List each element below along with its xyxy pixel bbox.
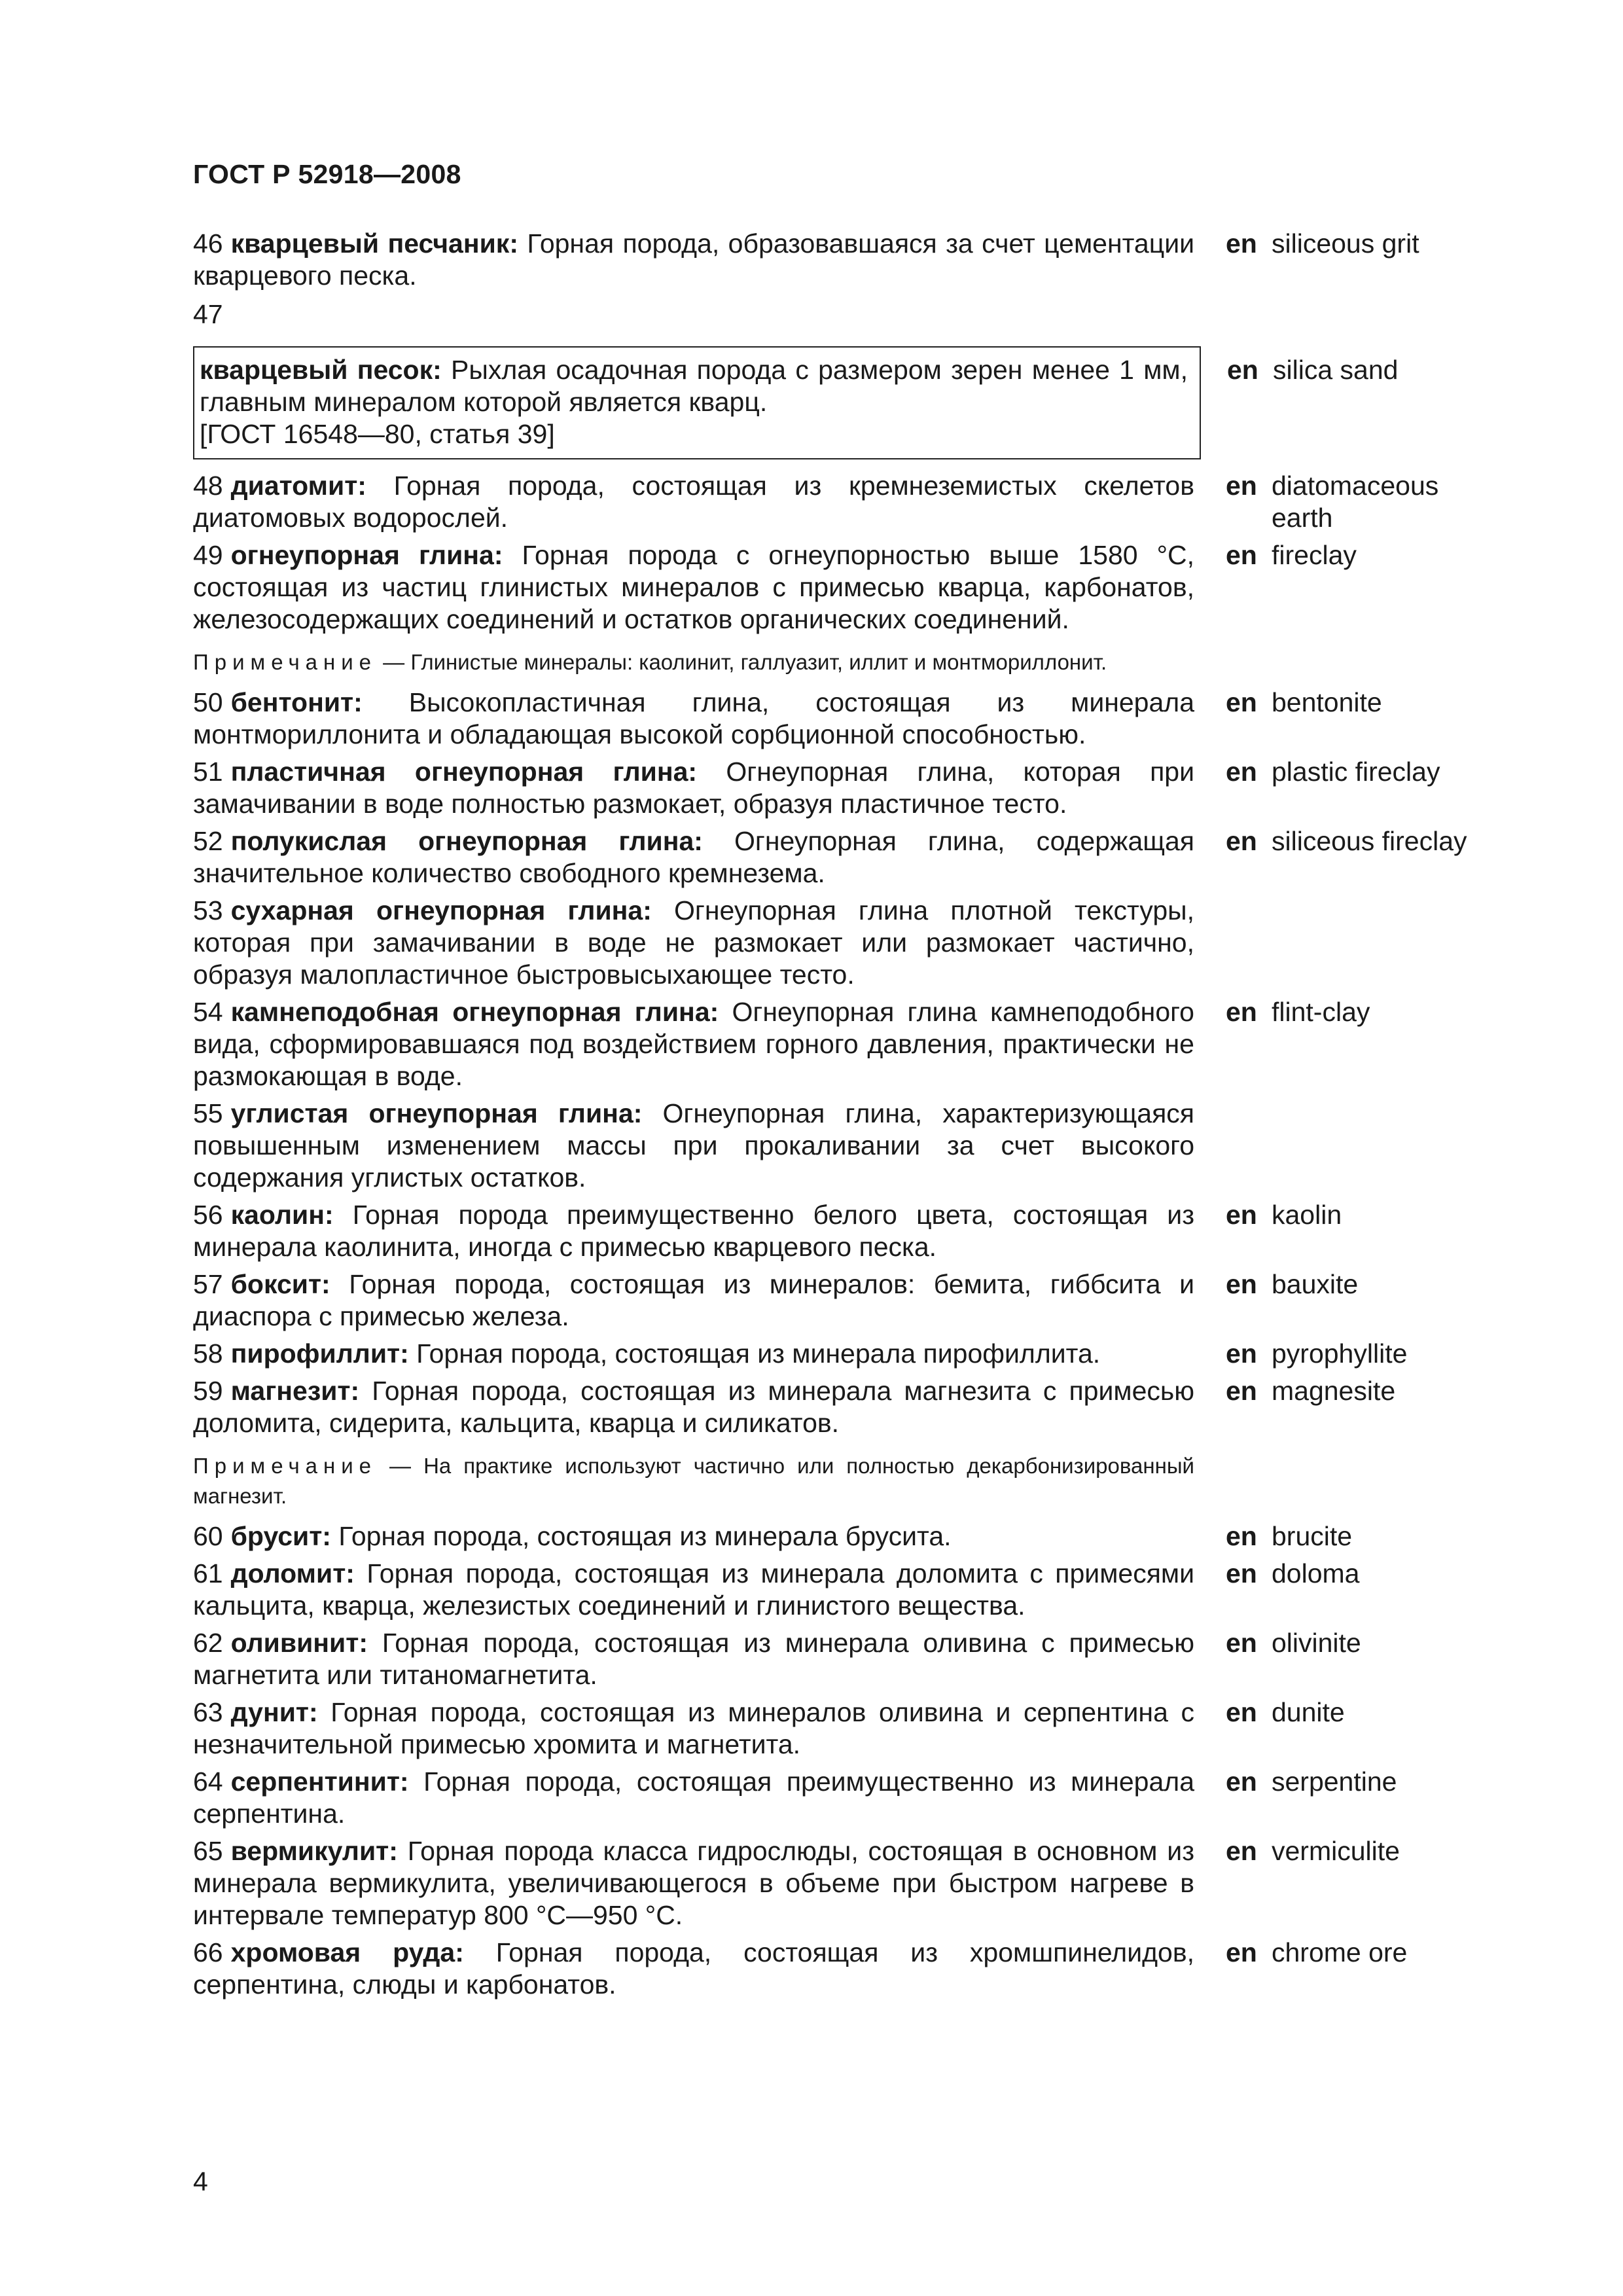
equivalent-term: doloma bbox=[1272, 1558, 1360, 1588]
term-definition bbox=[193, 825, 1194, 889]
lang-code: en bbox=[1226, 1767, 1257, 1797]
note-text: — Глинистые минералы: каолинит, галлуазит, иллит и монтмориллонит. bbox=[377, 650, 1107, 674]
term-text: Горная порода, состоящая из минералов: бемита, гиббсита и диаспора с примесью железа. bbox=[193, 1269, 1194, 1331]
equivalent-term: chrome ore bbox=[1272, 1937, 1408, 1967]
term-text: Рыхлая осадочная порода с размером зерен менее 1 мм, главным минералом которой является кварц. bbox=[200, 355, 1188, 417]
term-definition bbox=[193, 996, 1194, 1092]
english-equivalent bbox=[1226, 228, 1507, 260]
term-definition bbox=[193, 1696, 1194, 1761]
term-name: камнеподобная огнеупорная глина: bbox=[230, 997, 719, 1027]
term-name: углистая огнеупорная глина: bbox=[230, 1098, 643, 1128]
term-text: Горная порода, состоящая из минерала брусита. bbox=[330, 1521, 952, 1551]
english-equivalent bbox=[1226, 756, 1507, 788]
equivalent-term: vermiculite bbox=[1272, 1836, 1400, 1866]
term-definition bbox=[193, 687, 1194, 751]
term-entry-60 bbox=[193, 1520, 1495, 1552]
term-number: 57 bbox=[193, 1269, 223, 1299]
term-definition bbox=[193, 895, 1194, 991]
term-name: пластичная огнеупорная глина: bbox=[230, 757, 698, 787]
term-entry-64 bbox=[193, 1766, 1495, 1830]
term-number: 56 bbox=[193, 1200, 223, 1230]
term-text: Огнеупорная глина плотной текстуры, которая при замачивании в воде не размокает или размокает частично, образуя малопластичное быстровысыхающее тесто. bbox=[193, 895, 1194, 990]
term-definition bbox=[193, 470, 1194, 534]
english-equivalent bbox=[1226, 687, 1507, 719]
equivalent-term: silica sand bbox=[1273, 355, 1399, 385]
english-equivalent bbox=[1226, 1520, 1507, 1552]
term-number: 52 bbox=[193, 826, 223, 856]
lang-code: en bbox=[1226, 471, 1257, 501]
term-text: Горная порода, состоящая из минерала пирофиллита. bbox=[408, 1338, 1101, 1369]
term-text: Горная порода, состоящая из минералов оливина и серпентина с незначительной примесью хромита и магнетита. bbox=[193, 1697, 1194, 1759]
lang-code: en bbox=[1226, 826, 1257, 856]
term-text: Огнеупорная глина, которая при замачивании в воде полностью размокает, образуя пластичное тесто. bbox=[193, 757, 1195, 819]
note-49 bbox=[193, 647, 1194, 677]
term-definition bbox=[193, 1558, 1194, 1622]
note-59 bbox=[193, 1451, 1194, 1511]
lang-code: en bbox=[1226, 1338, 1257, 1369]
lang-code: en bbox=[1226, 1697, 1257, 1727]
english-equivalent bbox=[1226, 996, 1507, 1028]
term-definition bbox=[193, 539, 1194, 636]
term-text: Горная порода, состоящая из минерала доломита с примесями кальцита, кварца, железистых соединений и глинистого вещества. bbox=[193, 1558, 1194, 1621]
equivalent-term: dunite bbox=[1272, 1697, 1345, 1727]
term-text: Горная порода с огнеупорностью выше 1580 °С, состоящая из частиц глинистых минералов с примесью кварца, карбонатов, железосодержащих соединений и остатков органических соединений. bbox=[193, 540, 1194, 634]
term-entry-53 bbox=[193, 895, 1495, 991]
lang-code: en bbox=[1226, 1836, 1257, 1866]
term-number: 61 bbox=[193, 1558, 223, 1588]
equivalent-term: flint-clay bbox=[1272, 997, 1370, 1027]
equivalent-term: diatomaceous earth bbox=[1272, 471, 1439, 533]
term-name: серпентинит: bbox=[230, 1767, 409, 1797]
english-equivalent bbox=[1226, 1696, 1507, 1729]
term-name: огнеупорная глина: bbox=[230, 540, 503, 570]
term-name: пирофиллит: bbox=[230, 1338, 409, 1369]
term-name: кварцевый песчаник: bbox=[230, 228, 518, 259]
lang-code: en bbox=[1226, 1558, 1257, 1588]
term-definition bbox=[193, 1766, 1194, 1830]
term-number: 65 bbox=[193, 1836, 223, 1866]
term-reference: [ГОСТ 16548—80, статья 39] bbox=[200, 419, 555, 449]
term-number: 46 bbox=[193, 228, 223, 259]
lang-code: en bbox=[1226, 1200, 1257, 1230]
term-text: Огнеупорная глина, характеризующаяся повышенным изменением массы при прокаливании за счет высокого содержания углистых остатков. bbox=[193, 1098, 1194, 1193]
term-number: 53 bbox=[193, 895, 223, 925]
term-entry-62 bbox=[193, 1627, 1495, 1691]
term-definition bbox=[193, 1520, 1194, 1552]
term-entry-49 bbox=[193, 539, 1495, 636]
term-text: Горная порода, состоящая из минерала магнезита с примесью доломита, сидерита, кальцита, кварца и силикатов. bbox=[193, 1376, 1194, 1438]
term-definition bbox=[200, 354, 1188, 418]
term-definition bbox=[193, 1098, 1194, 1194]
equivalent-term: plastic fireclay bbox=[1272, 757, 1440, 787]
term-entry-57 bbox=[193, 1268, 1495, 1333]
term-number: 58 bbox=[193, 1338, 223, 1369]
term-number: 59 bbox=[193, 1376, 223, 1406]
equivalent-term: serpentine bbox=[1272, 1767, 1397, 1797]
lang-code: en bbox=[1227, 355, 1258, 385]
term-definition bbox=[193, 1627, 1194, 1691]
term-name: доломит: bbox=[230, 1558, 355, 1588]
lang-code: en bbox=[1226, 757, 1257, 787]
term-text: Горная порода, состоящая из хромшпинелидов, серпентина, слюды и карбонатов. bbox=[193, 1937, 1195, 2000]
term-text: Высокопластичная глина, состоящая из минерала монтмориллонита и обладающая высокой сорбционной способностью. bbox=[193, 687, 1194, 749]
term-number: 55 bbox=[193, 1098, 223, 1128]
term-name: магнезит: bbox=[230, 1376, 360, 1406]
term-definition bbox=[193, 1375, 1194, 1439]
term-name: диатомит: bbox=[230, 471, 366, 501]
term-name: каолин: bbox=[230, 1200, 334, 1230]
term-name: кварцевый песок: bbox=[200, 355, 442, 385]
term-definition bbox=[193, 756, 1194, 820]
term-definition bbox=[193, 1835, 1194, 1931]
english-equivalent bbox=[1226, 1338, 1507, 1370]
term-name: боксит: bbox=[230, 1269, 330, 1299]
note-label: Примечание bbox=[193, 650, 378, 674]
term-text: Горная порода, образовавшаяся за счет цементации кварцевого песка. bbox=[193, 228, 1194, 291]
equivalent-term: bauxite bbox=[1272, 1269, 1359, 1299]
term-entry-52 bbox=[193, 825, 1495, 889]
term-text: Огнеупорная глина камнеподобного вида, сформировавшаяся под воздействием горного давления, практически не размокающая в воде. bbox=[193, 997, 1194, 1091]
term-number: 54 bbox=[193, 997, 223, 1027]
term-number: 63 bbox=[193, 1697, 223, 1727]
term-name: дунит: bbox=[230, 1697, 318, 1727]
term-name: сухарная огнеупорная глина: bbox=[230, 895, 652, 925]
term-number: 50 bbox=[193, 687, 223, 717]
english-equivalent bbox=[1226, 1937, 1507, 1969]
equivalent-term: siliceous fireclay bbox=[1272, 826, 1467, 856]
equivalent-term: kaolin bbox=[1272, 1200, 1342, 1230]
note-text: — На практике используют частично или полностью декарбонизированный магнезит. bbox=[193, 1454, 1194, 1508]
term-name: вермикулит: bbox=[230, 1836, 398, 1866]
term-number: 66 bbox=[193, 1937, 223, 1967]
term-entry-66 bbox=[193, 1937, 1495, 2001]
equivalent-term: bentonite bbox=[1272, 687, 1382, 717]
term-text: Горная порода, состоящая преимущественно из минерала серпентина. bbox=[193, 1767, 1194, 1829]
term-name: хромовая руда: bbox=[230, 1937, 464, 1967]
term-number: 60 bbox=[193, 1521, 223, 1551]
lang-code: en bbox=[1226, 1269, 1257, 1299]
english-equivalent bbox=[1226, 1835, 1507, 1867]
term-entry-55 bbox=[193, 1098, 1495, 1194]
lang-code: en bbox=[1226, 997, 1257, 1027]
term-text: Горная порода, состоящая из минерала оливина с примесью магнетита или титаномагнетита. bbox=[193, 1628, 1194, 1690]
term-text: Горная порода преимущественно белого цвета, состоящая из минерала каолинита, иногда с примесью кварцевого песка. bbox=[193, 1200, 1194, 1262]
english-equivalent bbox=[1226, 825, 1507, 857]
term-entry-56 bbox=[193, 1199, 1495, 1263]
equivalent-term: siliceous grit bbox=[1272, 228, 1419, 259]
term-number: 51 bbox=[193, 757, 223, 787]
english-equivalent bbox=[1226, 1558, 1507, 1590]
term-number: 48 bbox=[193, 471, 223, 501]
term-name: брусит: bbox=[230, 1521, 331, 1551]
term-definition bbox=[193, 1937, 1194, 2001]
term-entry-50 bbox=[193, 687, 1495, 751]
term-entry-61 bbox=[193, 1558, 1495, 1622]
term-entry-59 bbox=[193, 1375, 1495, 1439]
term-definition bbox=[193, 228, 1194, 292]
term-entry-65 bbox=[193, 1835, 1495, 1931]
document-header: ГОСТ Р 52918—2008 bbox=[193, 159, 461, 189]
page-number: 4 bbox=[193, 2166, 208, 2197]
term-entry-46 bbox=[193, 228, 1495, 292]
term-number-47: 47 bbox=[193, 299, 223, 329]
term-name: полукислая огнеупорная глина: bbox=[230, 826, 703, 856]
term-definition bbox=[193, 1199, 1194, 1263]
english-equivalent bbox=[1227, 354, 1508, 386]
english-equivalent bbox=[1226, 1766, 1507, 1798]
lang-code: en bbox=[1226, 1521, 1257, 1551]
term-entry-48 bbox=[193, 470, 1495, 534]
terms-list bbox=[193, 228, 1495, 2001]
equivalent-term: brucite bbox=[1272, 1521, 1353, 1551]
term-entry-47-boxed bbox=[193, 346, 1399, 459]
term-entry-54 bbox=[193, 996, 1495, 1092]
english-equivalent bbox=[1226, 539, 1507, 571]
english-equivalent bbox=[1226, 1199, 1507, 1231]
lang-code: en bbox=[1226, 228, 1257, 259]
term-entry-63 bbox=[193, 1696, 1495, 1761]
term-text: Горная порода, состоящая из кремнеземистых скелетов диатомовых водорослей. bbox=[193, 471, 1194, 533]
term-number: 64 bbox=[193, 1767, 223, 1797]
english-equivalent bbox=[1226, 1375, 1507, 1407]
lang-code: en bbox=[1226, 1628, 1257, 1658]
english-equivalent bbox=[1226, 1627, 1507, 1659]
term-name: бентонит: bbox=[230, 687, 363, 717]
term-entry-58 bbox=[193, 1338, 1495, 1370]
equivalent-term: fireclay bbox=[1272, 540, 1357, 570]
lang-code: en bbox=[1226, 1376, 1257, 1406]
term-number: 49 bbox=[193, 540, 223, 570]
equivalent-term: pyrophyllite bbox=[1272, 1338, 1408, 1369]
term-text: Огнеупорная глина, содержащая значительное количество свободного кремнезема. bbox=[193, 826, 1194, 888]
term-definition bbox=[193, 1268, 1194, 1333]
term-definition bbox=[193, 1338, 1194, 1370]
term-name: оливинит: bbox=[230, 1628, 368, 1658]
equivalent-term: olivinite bbox=[1272, 1628, 1361, 1658]
term-number: 62 bbox=[193, 1628, 223, 1658]
english-equivalent bbox=[1226, 470, 1507, 534]
lang-code: en bbox=[1226, 540, 1257, 570]
equivalent-term: magnesite bbox=[1272, 1376, 1396, 1406]
term-entry-51 bbox=[193, 756, 1495, 820]
lang-code: en bbox=[1226, 687, 1257, 717]
term-text: Горная порода класса гидрослюды, состоящая в основном из минерала вермикулита, увеличивающегося в объеме при быстром нагреве в интервале температур 800 °С—950 °С. bbox=[193, 1836, 1194, 1930]
note-label: Примечание bbox=[193, 1454, 378, 1478]
english-equivalent bbox=[1226, 1268, 1507, 1300]
lang-code: en bbox=[1226, 1937, 1257, 1967]
